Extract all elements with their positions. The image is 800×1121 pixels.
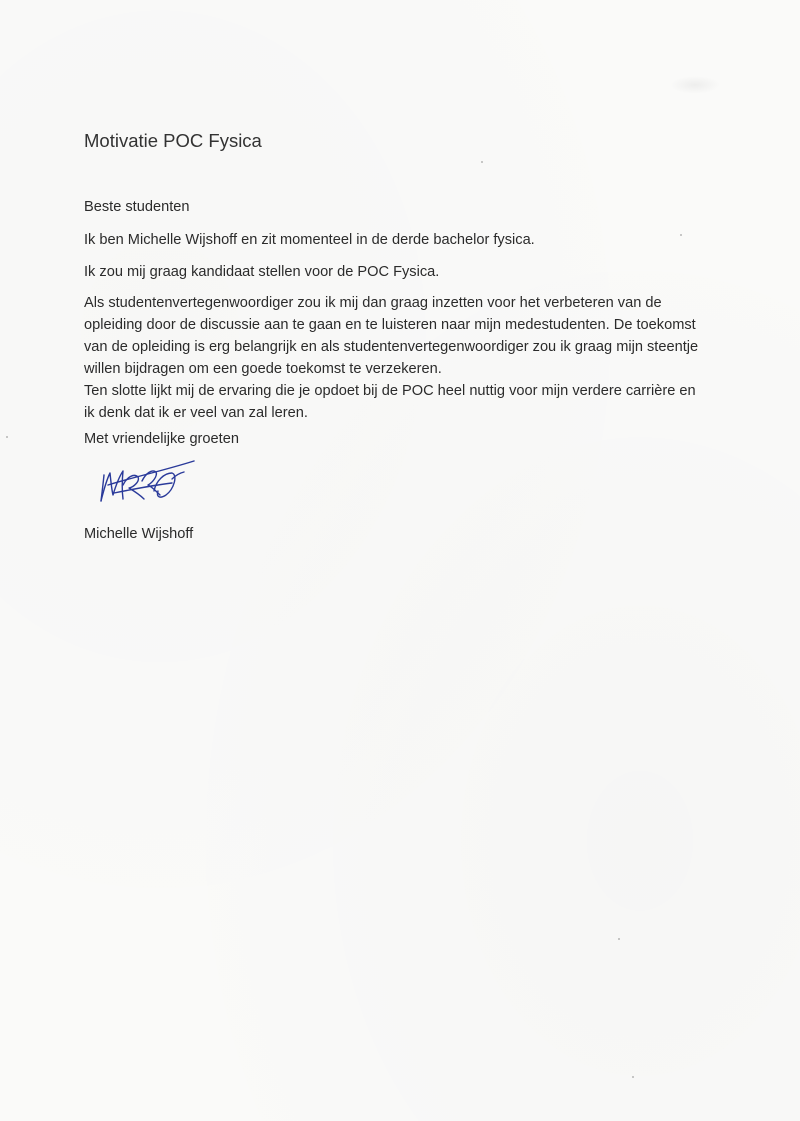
paragraph-line: Als studentenvertegenwoordiger zou ik mij dan graag inzetten voor het verbeteren van de: [84, 295, 662, 311]
paper-speck: [618, 938, 620, 940]
paper-speck: [481, 161, 483, 163]
letter-paragraph-3: [84, 292, 724, 424]
paper-smudge: [670, 76, 720, 94]
signer-name: Michelle Wijshoff: [84, 526, 194, 542]
letter-closing: Met vriendelijke groeten: [84, 431, 239, 447]
letter-paragraph-1: Ik ben Michelle Wijshoff en zit momenteel in de derde bachelor fysica.: [84, 232, 535, 248]
letter-greeting: Beste studenten: [84, 199, 190, 215]
letter-paragraph-2: Ik zou mij graag kandidaat stellen voor de POC Fysica.: [84, 264, 440, 280]
paragraph-line: Ten slotte lijkt mij de ervaring die je opdoet bij de POC heel nuttig voor mijn verdere carrière en: [84, 383, 696, 399]
paper-speck: [632, 1076, 634, 1078]
paragraph-line: ik denk dat ik er veel van zal leren.: [84, 405, 308, 421]
letter-title: Motivatie POC Fysica: [84, 130, 262, 151]
handwritten-signature-icon: [94, 455, 204, 513]
paragraph-line: willen bijdragen om een goede toekomst te verzekeren.: [84, 361, 442, 377]
paragraph-line: opleiding door de discussie aan te gaan en te luisteren naar mijn medestudenten. De toekomst: [84, 317, 696, 333]
paper-speck: [6, 436, 8, 438]
paragraph-line: van de opleiding is erg belangrijk en als studentenvertegenwoordiger zou ik graag mijn steentje: [84, 339, 699, 355]
